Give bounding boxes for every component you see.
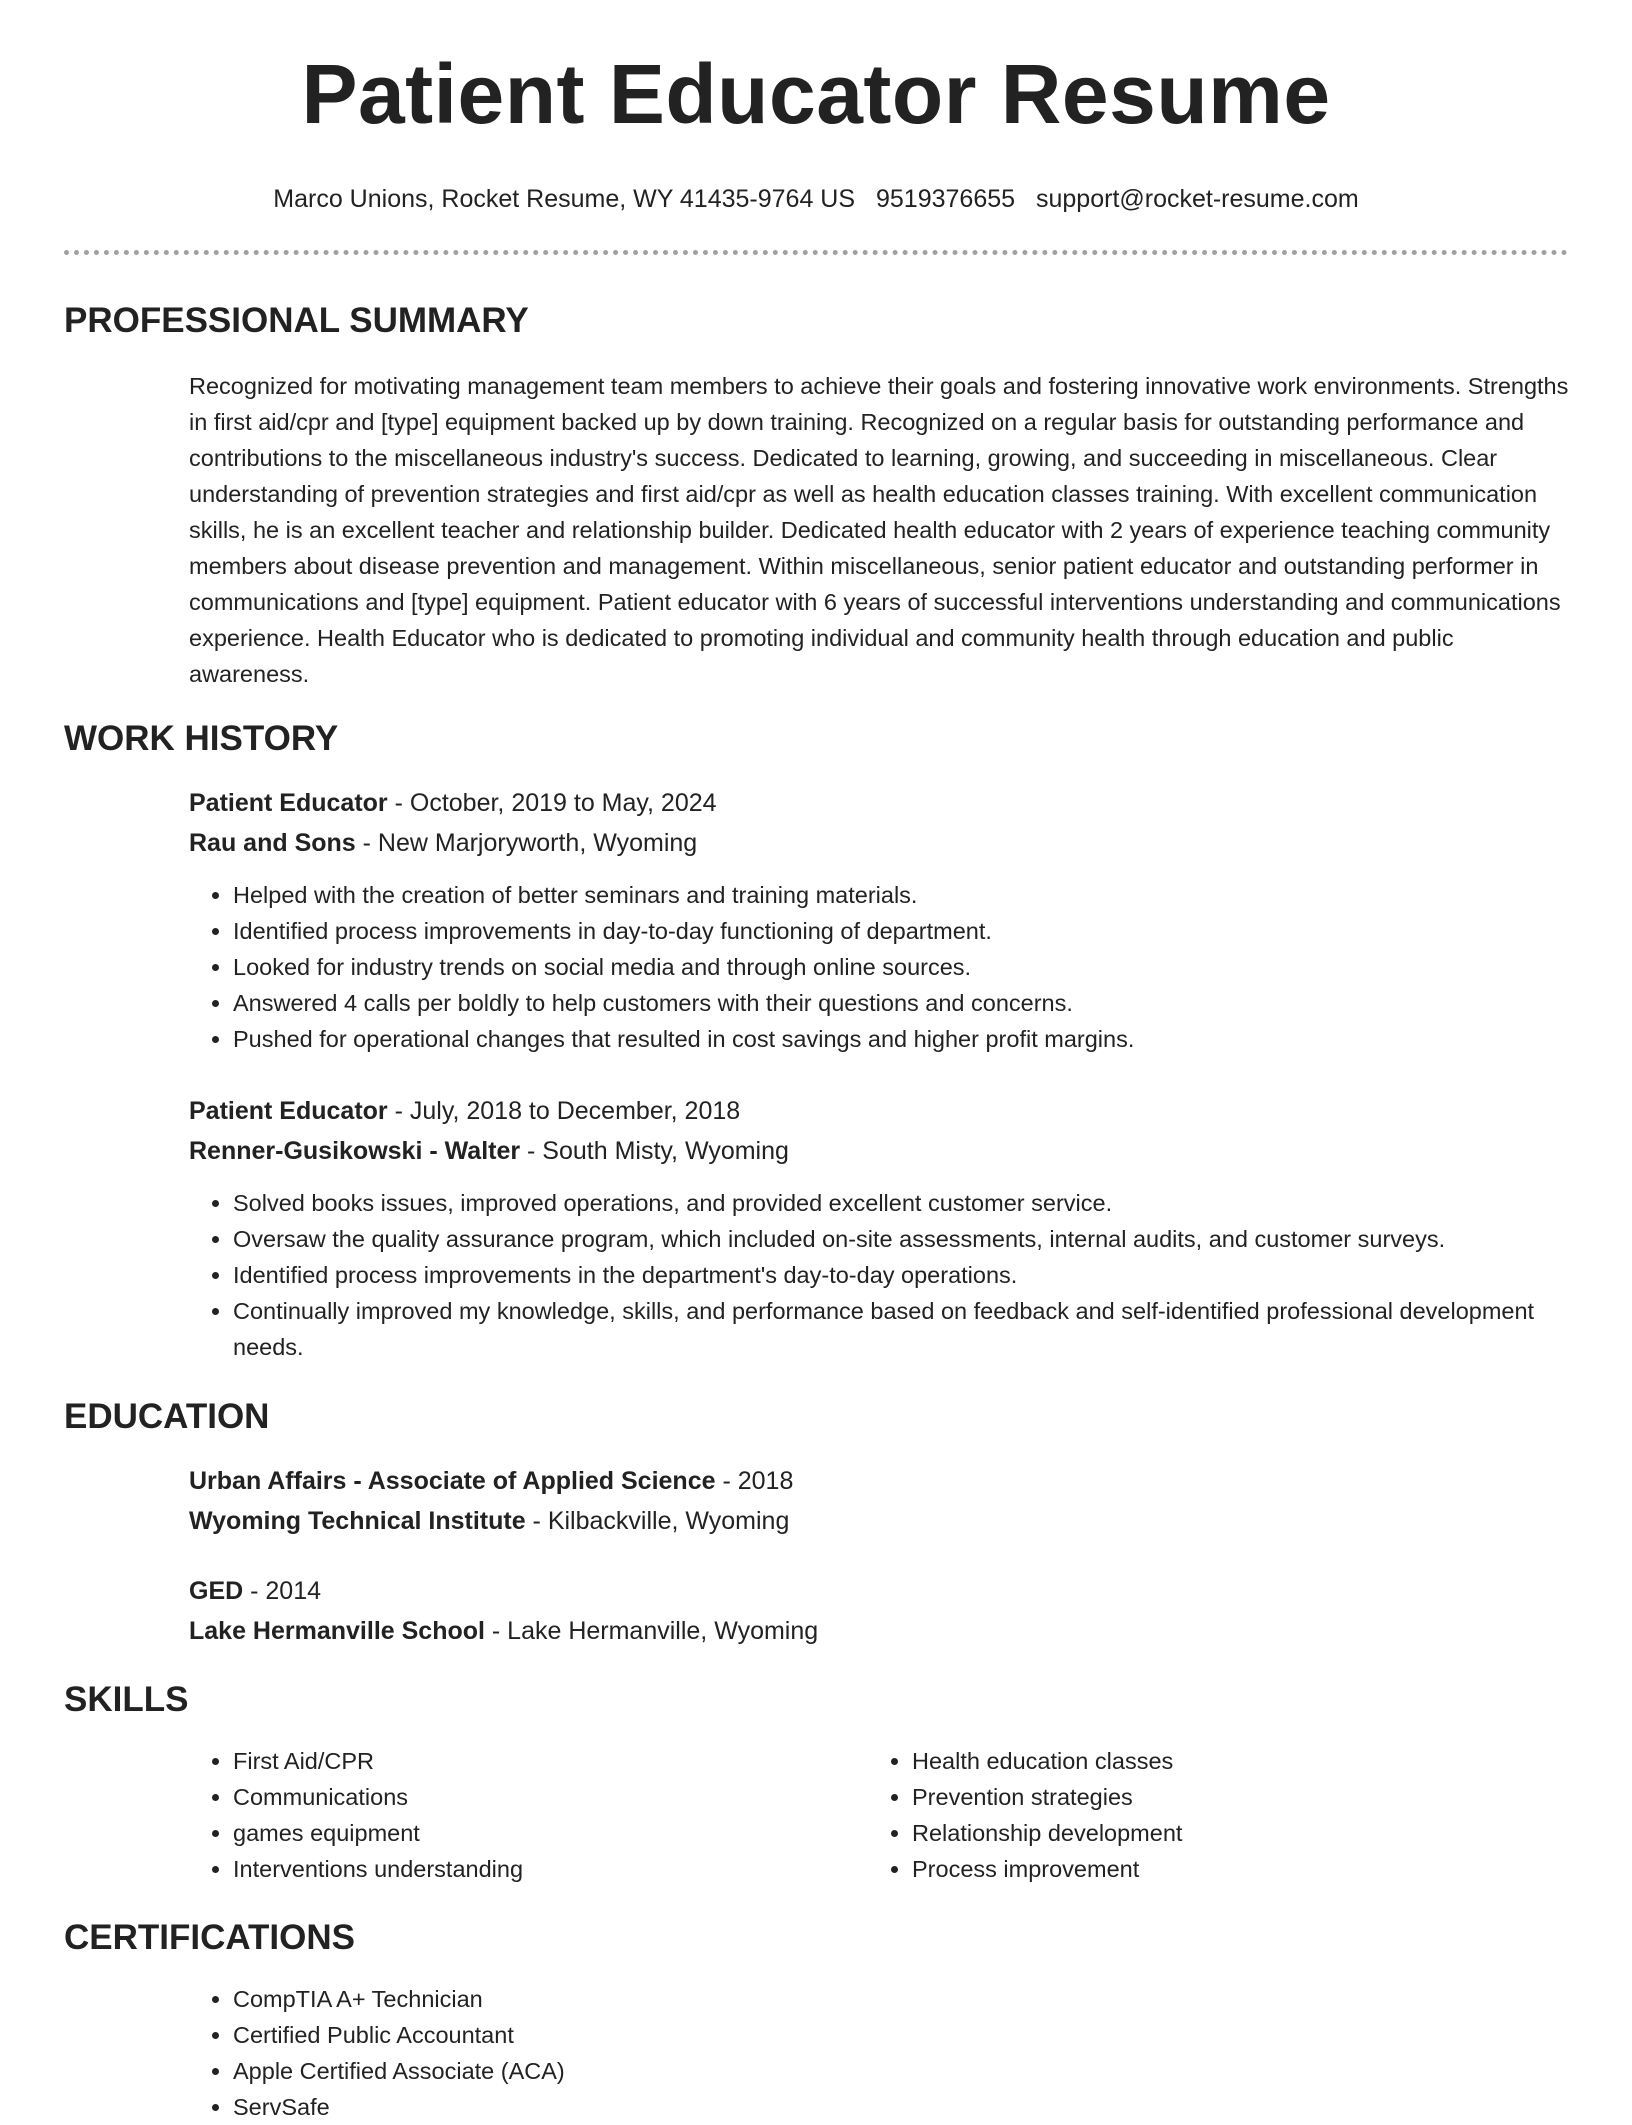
header-divider	[64, 250, 1568, 255]
job-bullets	[189, 1185, 1569, 1365]
education-entry	[189, 1571, 1569, 1651]
list-item: • Interventions understanding	[233, 1851, 829, 1887]
job-location: - New Marjoryworth, Wyoming	[355, 829, 698, 857]
education-school-line	[189, 1611, 1569, 1651]
skills-list	[189, 1743, 829, 1887]
list-item: • Relationship development	[912, 1815, 1508, 1851]
list-item: • Apple Certified Associate (ACA)	[233, 2053, 1569, 2089]
list-item: • Looked for industry trends on social media and through online sources.	[233, 949, 1569, 985]
education-school: Lake Hermanville School	[189, 1617, 485, 1645]
list-item: • Identified process improvements in the department's day-to-day operations.	[233, 1257, 1569, 1293]
contact-phone: 9519376655	[876, 185, 1016, 213]
list-item: • games equipment	[233, 1815, 829, 1851]
education-school: Wyoming Technical Institute	[189, 1507, 526, 1535]
skills-column-right	[868, 1743, 1508, 1887]
list-item: • Continually improved my knowledge, skills, and performance based on feedback and self-identified professional development needs.	[233, 1293, 1569, 1365]
education-location: - Lake Hermanville, Wyoming	[484, 1617, 819, 1645]
job-dates: - October, 2019 to May, 2024	[387, 789, 717, 817]
list-item: • ServSafe	[233, 2089, 1569, 2125]
certifications-block	[189, 1981, 1569, 2125]
list-item: • First Aid/CPR	[233, 1743, 829, 1779]
list-item: • Answered 4 calls per boldly to help customers with their questions and concerns.	[233, 985, 1569, 1021]
job-company: Rau and Sons	[189, 829, 356, 857]
skills-column-left	[189, 1743, 829, 1887]
list-item: • Helped with the creation of better seminars and training materials.	[233, 877, 1569, 913]
summary-heading: PROFESSIONAL SUMMARY	[64, 301, 529, 340]
education-heading: EDUCATION	[64, 1397, 270, 1436]
certifications-heading: CERTIFICATIONS	[64, 1918, 356, 1957]
job-company: Renner-Gusikowski - Walter	[189, 1137, 521, 1165]
job-title-line	[189, 783, 1569, 823]
contact-line	[0, 183, 1632, 215]
job-title-line	[189, 1091, 1569, 1131]
list-item: • Prevention strategies	[912, 1779, 1508, 1815]
work-history-heading: WORK HISTORY	[64, 719, 339, 758]
list-item: • Certified Public Accountant	[233, 2017, 1569, 2053]
list-item: • Process improvement	[912, 1851, 1508, 1887]
resume-title: Patient Educator Resume	[301, 47, 1331, 141]
contact-address: Marco Unions, Rocket Resume, WY 41435-9764 US	[273, 185, 856, 213]
summary-text: Recognized for motivating management team members to achieve their goals and fostering innovative work environments. Strengths in first aid/cpr and [type] equipment backed up by down training. Recognized on a regular basis for outstanding performance and contributions to the miscellaneous industry's success. Dedicated to learning, growing, and succeeding in miscellaneous. Clear understanding of prevention strategies and first aid/cpr as well as health education classes training. With excellent communication skills, he is an excellent teacher and relationship builder. Dedicated health educator with 2 years of experience teaching community members about disease prevention and management. Within miscellaneous, senior patient educator and outstanding performer in communications and [type] equipment. Patient educator with 6 years of successful interventions understanding and communications experience. Health Educator who is dedicated to promoting individual and community health through education and public awareness.	[189, 373, 1569, 687]
list-item: • Identified process improvements in day-to-day functioning of department.	[233, 913, 1569, 949]
education-entry	[189, 1461, 1569, 1541]
list-item: • Communications	[233, 1779, 829, 1815]
certifications-list	[189, 1981, 1569, 2125]
list-item: • Health education classes	[912, 1743, 1508, 1779]
education-degree-line	[189, 1461, 1569, 1501]
job-entry	[189, 783, 1569, 1057]
education-degree-line	[189, 1571, 1569, 1611]
education-location: - Kilbackville, Wyoming	[525, 1507, 790, 1535]
skills-list	[868, 1743, 1508, 1887]
list-item: • Pushed for operational changes that resulted in cost savings and higher profit margins.	[233, 1021, 1569, 1057]
education-year: - 2014	[243, 1577, 322, 1605]
list-item: • CompTIA A+ Technician	[233, 1981, 1569, 2017]
job-company-line	[189, 1131, 1569, 1171]
job-location: - South Misty, Wyoming	[520, 1137, 789, 1165]
job-entry	[189, 1091, 1569, 1365]
job-company-line	[189, 823, 1569, 863]
list-item: • Solved books issues, improved operations, and provided excellent customer service.	[233, 1185, 1569, 1221]
education-degree: Urban Affairs - Associate of Applied Science	[189, 1467, 716, 1495]
skills-heading: SKILLS	[64, 1680, 189, 1719]
job-bullets	[189, 877, 1569, 1057]
education-degree: GED	[189, 1577, 244, 1605]
education-school-line	[189, 1501, 1569, 1541]
list-item: • Oversaw the quality assurance program, which included on-site assessments, internal audits, and customer surveys.	[233, 1221, 1569, 1257]
job-dates: - July, 2018 to December, 2018	[387, 1097, 741, 1125]
contact-email: support@rocket-resume.com	[1036, 185, 1359, 213]
job-title: Patient Educator	[189, 789, 388, 817]
job-title: Patient Educator	[189, 1097, 388, 1125]
education-year: - 2018	[715, 1467, 794, 1495]
